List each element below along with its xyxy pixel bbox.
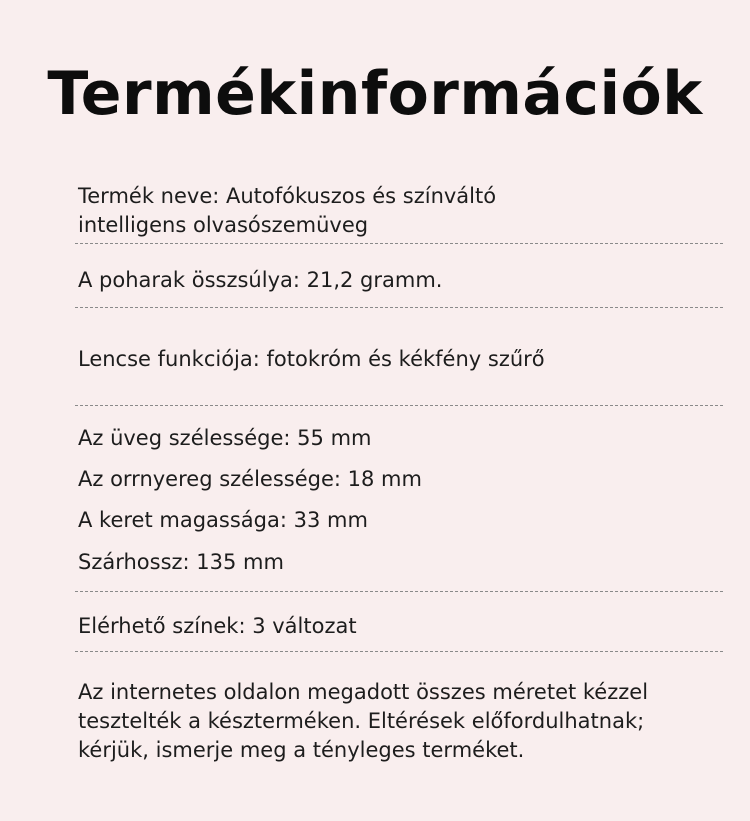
frame-height-info: A keret magassága: 33 mm	[78, 508, 368, 532]
page-title: Termékinformációk	[47, 59, 703, 129]
divider	[75, 405, 723, 406]
disclaimer-line-1: Az internetes oldalon megadott összes méretet kézzel	[78, 680, 649, 704]
lens-function-info: Lencse funkciója: fotokróm és kékfény szűrő	[78, 347, 545, 371]
divider	[75, 307, 723, 308]
available-colors-info: Elérhető színek: 3 változat	[78, 614, 357, 638]
product-name-line-1: Termék neve: Autofókuszos és színváltó	[78, 184, 497, 208]
divider	[75, 243, 723, 244]
divider	[75, 591, 723, 592]
disclaimer-line-3: kérjük, ismerje meg a tényleges terméket.	[78, 738, 525, 762]
divider	[75, 651, 723, 652]
product-name-line-2: intelligens olvasószemüveg	[78, 213, 369, 237]
disclaimer-note	[78, 678, 718, 765]
bridge-width-info: Az orrnyereg szélessége: 18 mm	[78, 467, 422, 491]
lens-width-info: Az üveg szélessége: 55 mm	[78, 426, 372, 450]
weight-info: A poharak összsúlya: 21,2 gramm.	[78, 268, 443, 292]
disclaimer-line-2: tesztelték a készterméken. Eltérések előfordulhatnak;	[78, 709, 645, 733]
temple-length-info: Szárhossz: 135 mm	[78, 550, 284, 574]
